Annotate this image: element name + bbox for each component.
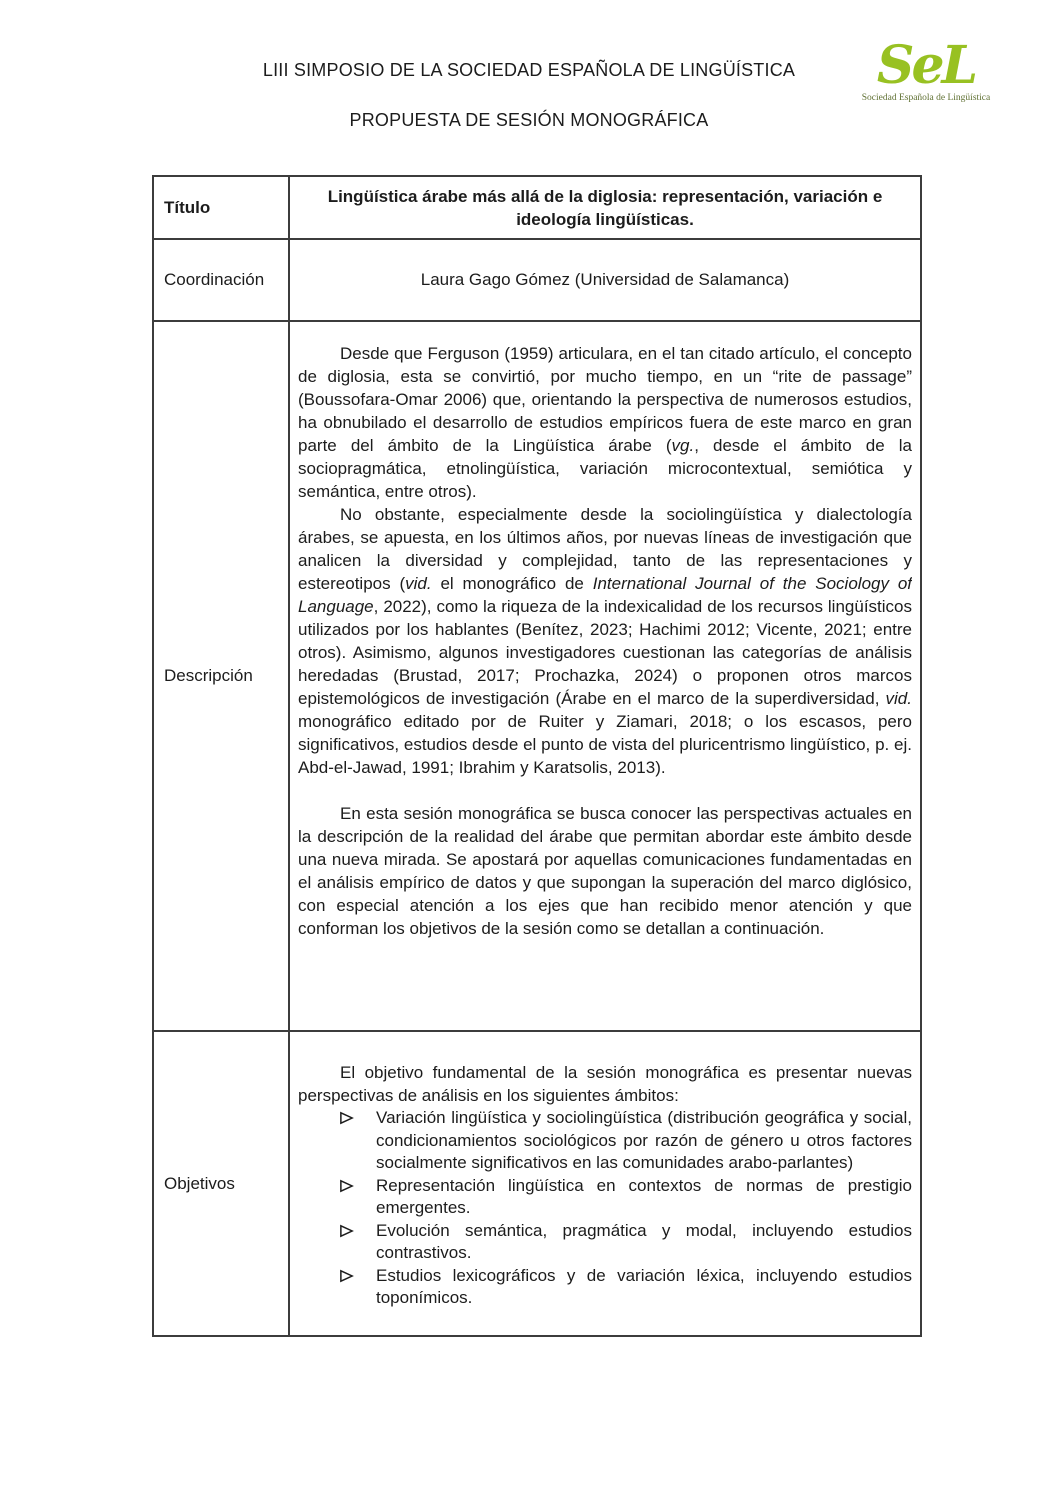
description-paragraph xyxy=(298,503,912,779)
objective-text: Estudios lexicográficos y de variación léxica, incluyendo estudios toponímicos. xyxy=(376,1265,912,1307)
text-segment: el monográfico de xyxy=(431,574,593,593)
objective-text: Variación lingüística y sociolingüística (distribución geográfica y social, condicionamientos sociológicos por razón de género u otros factores socialmente significativos en las comunidades arabo-parlantes) xyxy=(376,1108,912,1172)
sel-logo xyxy=(860,35,992,104)
italic-text-segment: vid. xyxy=(405,574,432,593)
coordinator-value: Laura Gago Gómez (Universidad de Salamanca) xyxy=(289,239,921,321)
objective-text: Representación lingüística en contextos de normas de prestigio emergentes. xyxy=(376,1175,912,1217)
table-row-titulo xyxy=(153,176,921,239)
description-paragraph xyxy=(298,802,912,940)
coordinacion-label: Coordinación xyxy=(153,239,289,321)
objectives-intro: El objetivo fundamental de la sesión monográfica es presentar nuevas perspectivas de análisis en los siguientes ámbitos: xyxy=(298,1063,912,1105)
description-paragraph xyxy=(298,342,912,503)
objective-item xyxy=(376,1220,912,1265)
objetivos-label: Objetivos xyxy=(153,1031,289,1336)
objectives-cell xyxy=(289,1031,921,1336)
objective-item xyxy=(376,1175,912,1220)
objectives-list xyxy=(298,1107,912,1310)
sel-logo-text: SeL xyxy=(876,35,976,96)
description-text xyxy=(298,342,912,1030)
italic-text-segment: International Journal of the Sociology of Language xyxy=(298,574,912,616)
table-row-objetivos xyxy=(153,1031,921,1336)
arrow-bullet-icon xyxy=(339,1269,354,1283)
table-row-coordinacion xyxy=(153,239,921,321)
objective-item xyxy=(376,1265,912,1310)
text-segment: Desde que Ferguson (1959) articulara, en el tan citado artículo, el concepto de diglosia, esta se convirtió, por mucho tiempo, en un “rite de passage” (Boussofara-Omar 2006) que, orientando la perspectiva de numerosos estudios, ha obnubilado el desarrollo de estudios empíricos fuera de este marco en gran parte del ámbito de la Lingüística árabe ( xyxy=(298,344,912,455)
text-segment: En esta sesión monográfica se busca conocer las perspectivas actuales en la descripción de la realidad del árabe que permitan abordar este ámbito desde una nueva mirada. Se apostará por aquellas comunicaciones fundamentadas en el análisis empírico de datos y que supongan la superación del marco diglósico, con especial atención a los ejes que han recibido menor atención y que conforman los objetivos de la sesión como se detallan a continuación. xyxy=(298,804,912,938)
arrow-bullet-icon xyxy=(339,1111,354,1125)
proposal-table xyxy=(152,175,922,1337)
arrow-bullet-icon xyxy=(339,1224,354,1238)
session-title-value: Lingüística árabe más allá de la diglosia: representación, variación e ideología lingüísticas. xyxy=(289,176,921,239)
arrow-bullet-icon xyxy=(339,1179,354,1193)
text-segment: No obstante, especialmente desde la sociolingüística y dialectología árabes, se apuesta, en los últimos años, por nuevas líneas de investigación que analicen la diversidad y complejidad, tanto de las representaciones y estereotipos ( xyxy=(298,505,912,593)
table-row-descripcion xyxy=(153,321,921,1031)
sel-logo-subtext: Sociedad Española de Lingüística xyxy=(861,93,991,103)
text-segment: monográfico editado por de Ruiter y Ziamari, 2018; o los escasos, pero significativos, estudios desde el punto de vista del pluricentrismo lingüístico, p. ej. Abd-el-Jawad, 1991; Ibrahim y Karatsolis, 2013). xyxy=(298,712,912,777)
objective-text: Evolución semántica, pragmática y modal, incluyendo estudios contrastivos. xyxy=(376,1220,912,1262)
text-segment: , desde el ámbito de la sociopragmática, etnolingüística, variación microcontextual, semiótica y semántica, entre otros). xyxy=(298,436,912,501)
document-subtitle: PROPUESTA DE SESIÓN MONOGRÁFICA xyxy=(349,110,709,130)
symposium-title: LIII SIMPOSIO DE LA SOCIEDAD ESPAÑOLA DE LINGÜÍSTICA xyxy=(262,60,796,80)
italic-text-segment: vid. xyxy=(885,689,912,708)
descripcion-label: Descripción xyxy=(153,321,289,1031)
description-cell xyxy=(289,321,921,1031)
objectives-content xyxy=(298,1062,912,1335)
text-segment: , 2022), como la riqueza de la indexicalidad de los recursos lingüísticos utilizados por los hablantes (Benítez, 2023; Hachimi 2012; Vicente, 2021; entre otros). Asimismo, algunos investigadores cuestionan las categorías de análisis heredadas (Brustad, 2017; Prochazka, 2024) o proponen otros marcos epistemológicos de investigación (Árabe en el marco de la superdiversidad, xyxy=(298,597,912,708)
objective-item xyxy=(376,1107,912,1175)
italic-text-segment: vg. xyxy=(671,436,695,455)
titulo-label: Título xyxy=(153,176,289,239)
